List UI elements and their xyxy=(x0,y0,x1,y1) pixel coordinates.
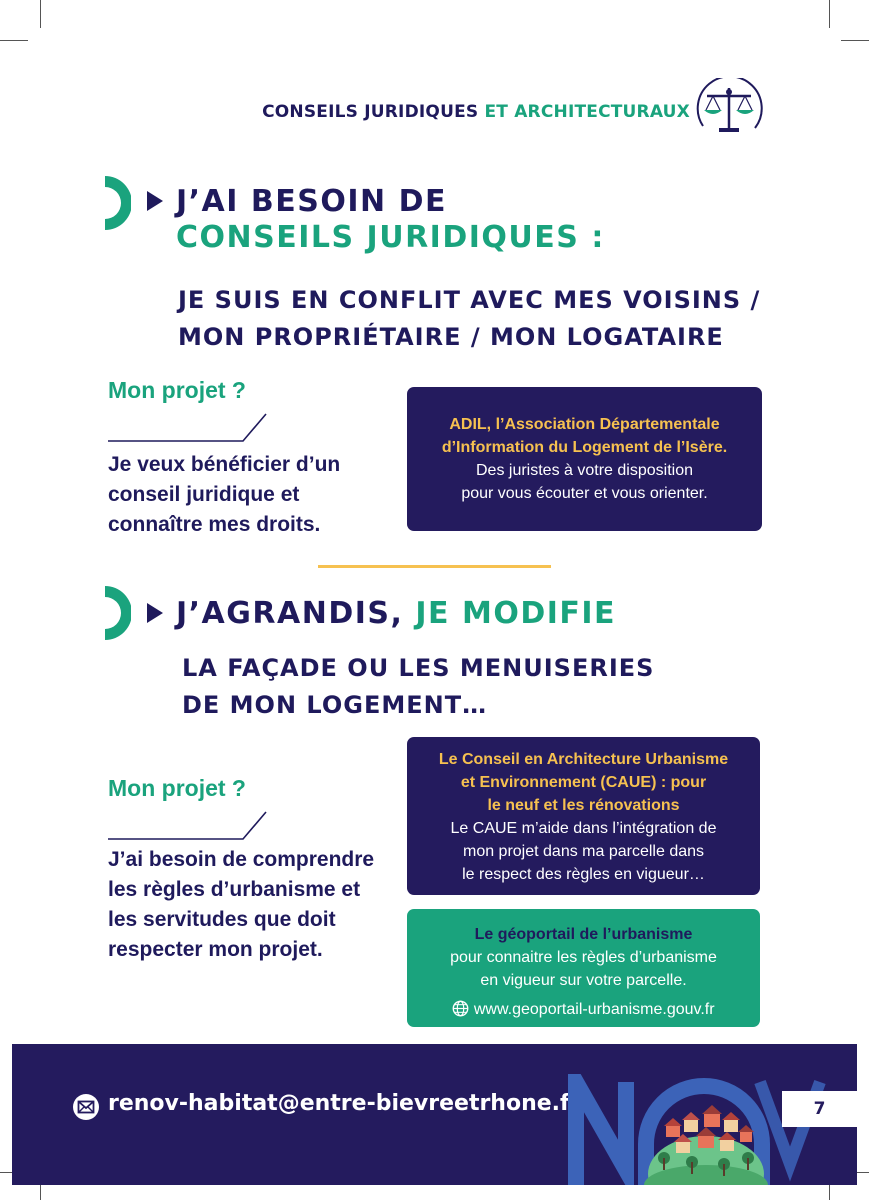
section-divider xyxy=(318,565,551,568)
projet-line: les servitudes que doit xyxy=(108,908,336,931)
section2-heading-part2: JE MODIFIE xyxy=(415,596,617,631)
caue-text-line: mon projet dans ma parcelle dans xyxy=(462,843,705,860)
geoportail-text-line: en vigueur sur votre parcelle. xyxy=(480,972,687,989)
adil-text-line: pour vous écouter et vous orienter. xyxy=(461,485,708,502)
section2-projet-label: Mon projet ? xyxy=(108,775,246,801)
section2-heading-part1: J’AGRANDIS, xyxy=(176,596,404,631)
caue-title-line: et Environnement (CAUE) : pour xyxy=(460,774,707,791)
page-number: 7 xyxy=(782,1091,857,1127)
section1-heading-line1: J’AI BESOIN DE xyxy=(176,184,447,219)
section1-marker-icon xyxy=(105,176,131,234)
geoportail-text-line: pour connaitre les règles d’urbanisme xyxy=(450,949,717,966)
section2-sub-line2: DE MON LOGEMENT… xyxy=(182,691,488,719)
section1-sub-line1: JE SUIS EN CONFLIT AVEC MES VOISINS / xyxy=(178,286,761,314)
header-title-part2: ET ARCHITECTURAUX xyxy=(484,102,690,122)
section1-underline-decoration xyxy=(108,412,268,446)
envelope-icon xyxy=(72,1093,100,1125)
adil-info-box xyxy=(407,387,762,531)
section1-projet-text xyxy=(108,450,340,540)
adil-title-line: d’Information du Logement de l’Isère. xyxy=(441,439,728,456)
crop-mark xyxy=(829,0,830,28)
contact-email[interactable]: renov-habitat@entre-bievreetrhone.fr xyxy=(108,1091,581,1116)
projet-line: J’ai besoin de comprendre xyxy=(108,848,375,871)
section1-projet-label: Mon projet ? xyxy=(108,377,246,403)
section2-marker-icon xyxy=(105,586,131,644)
footer-banner xyxy=(12,1044,857,1185)
section1-heading xyxy=(176,184,605,256)
geoportail-info-box xyxy=(407,909,760,1027)
crop-mark xyxy=(40,1185,41,1200)
section2-heading xyxy=(176,596,616,632)
caue-info-box xyxy=(407,737,760,895)
crop-mark xyxy=(829,1185,830,1200)
section2-projet-text xyxy=(108,845,374,965)
caue-title-line: le neuf et les rénovations xyxy=(487,797,680,814)
caue-text-line: le respect des règles en vigueur… xyxy=(462,866,705,883)
crop-mark xyxy=(841,40,869,41)
section2-subheading xyxy=(182,650,654,724)
projet-line: respecter mon projet. xyxy=(108,938,323,961)
caue-title-line: Le Conseil en Architecture Urbanisme xyxy=(438,751,729,768)
projet-line: les règles d’urbanisme et xyxy=(108,878,361,901)
geoportail-title: Le géoportail de l’urbanisme xyxy=(474,926,693,943)
scales-of-justice-icon xyxy=(693,78,765,144)
geoportail-link[interactable]: www.geoportail-urbanisme.gouv.fr xyxy=(473,1001,715,1018)
section2-arrow-icon xyxy=(147,603,163,627)
crop-mark xyxy=(40,0,41,28)
section1-heading-line2: CONSEILS JURIDIQUES : xyxy=(176,220,605,255)
projet-line: connaître mes droits. xyxy=(108,513,321,536)
section1-arrow-icon xyxy=(147,191,163,215)
globe-icon xyxy=(452,1000,469,1017)
section2-sub-line1: LA FAÇADE OU LES MENUISERIES xyxy=(182,654,655,682)
section2-underline-decoration xyxy=(108,810,268,844)
header-title-part1: CONSEILS JURIDIQUES xyxy=(262,102,479,122)
adil-text-line: Des juristes à votre disposition xyxy=(476,462,693,479)
geoportail-link-row[interactable] xyxy=(407,998,760,1021)
header-title xyxy=(0,102,690,122)
section1-subheading xyxy=(178,282,760,356)
crop-mark xyxy=(0,40,28,41)
caue-text-line: Le CAUE m’aide dans l’intégration de xyxy=(450,820,717,837)
adil-title-line: ADIL, l’Association Départementale xyxy=(449,416,720,433)
section1-sub-line2: MON PROPRIÉTAIRE / MON LOGATAIRE xyxy=(178,323,724,351)
projet-line: conseil juridique et xyxy=(108,483,300,506)
projet-line: Je veux bénéficier d’un xyxy=(108,453,341,476)
